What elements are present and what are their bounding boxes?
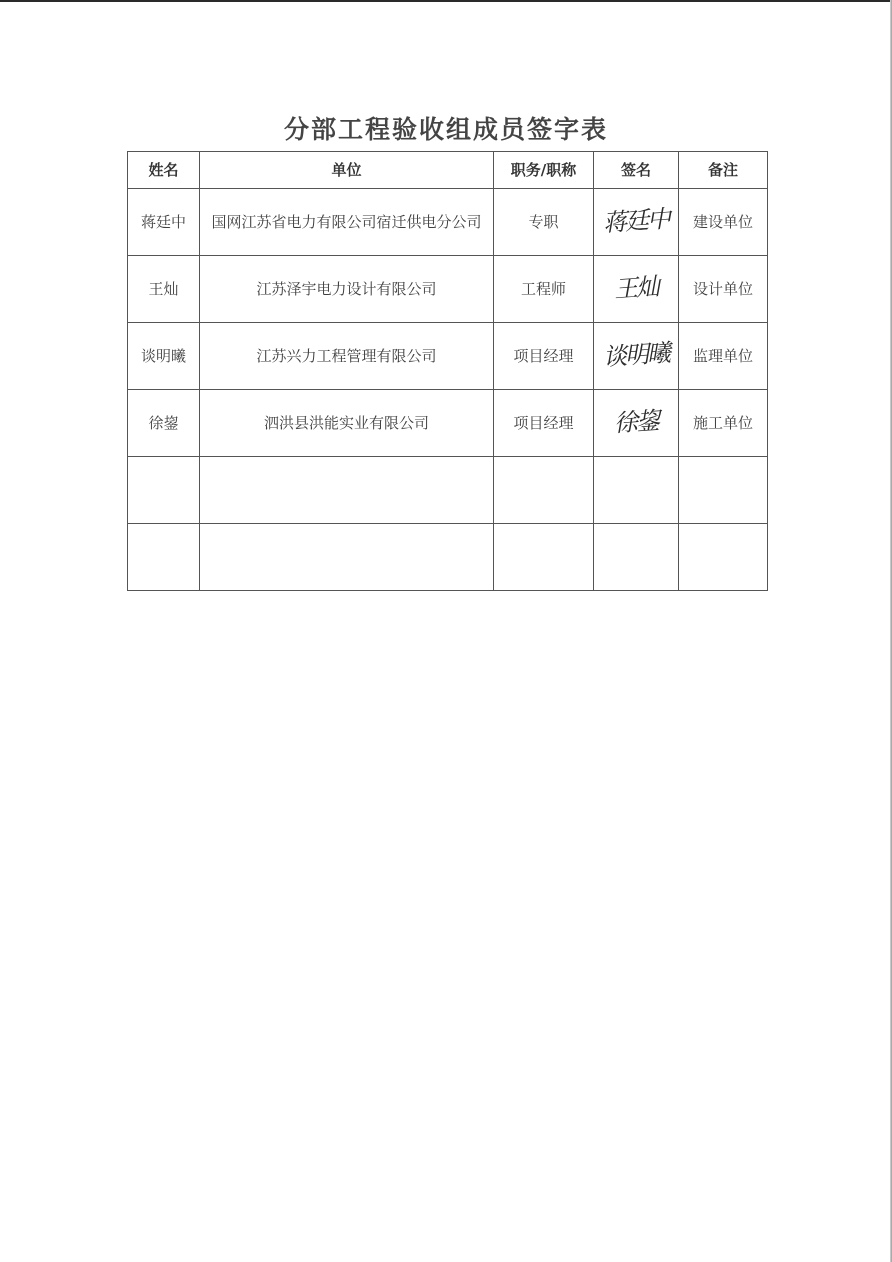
cell-remark: 设计单位 (679, 256, 768, 323)
cell-unit: 国网江苏省电力有限公司宿迁供电分公司 (200, 189, 494, 256)
cell-remark: 施工单位 (679, 390, 768, 457)
table-row (128, 457, 768, 524)
cell-unit (200, 457, 494, 524)
page-title: 分部工程验收组成员签字表 (283, 115, 608, 144)
cell-signature (594, 189, 679, 256)
cell-signature (594, 457, 679, 524)
cell-position: 工程师 (494, 256, 594, 323)
cell-name (128, 524, 200, 591)
cell-name: 蒋廷中 (128, 189, 200, 256)
cell-remark: 监理单位 (679, 323, 768, 390)
header-remark: 备注 (679, 152, 768, 189)
table-row (128, 524, 768, 591)
header-unit: 单位 (200, 152, 494, 189)
cell-name: 徐鋆 (128, 390, 200, 457)
handwritten-signature: 王灿 (613, 271, 659, 304)
cell-signature (594, 524, 679, 591)
cell-remark (679, 524, 768, 591)
header-name: 姓名 (128, 152, 200, 189)
cell-unit: 江苏兴力工程管理有限公司 (200, 323, 494, 390)
cell-name: 谈明曦 (128, 323, 200, 390)
cell-position: 项目经理 (494, 390, 594, 457)
table-row (128, 323, 768, 390)
table-row (128, 256, 768, 323)
cell-position: 专职 (494, 189, 594, 256)
cell-position (494, 524, 594, 591)
cell-position (494, 457, 594, 524)
table-row (128, 189, 768, 256)
cell-name (128, 457, 200, 524)
scan-edge-top (0, 0, 892, 2)
cell-unit: 泗洪县洪能实业有限公司 (200, 390, 494, 457)
cell-position: 项目经理 (494, 323, 594, 390)
cell-remark (679, 457, 768, 524)
cell-name: 王灿 (128, 256, 200, 323)
signature-table (127, 151, 768, 591)
cell-unit: 江苏泽宇电力设计有限公司 (200, 256, 494, 323)
cell-signature (594, 323, 679, 390)
handwritten-signature: 蒋廷中 (602, 204, 670, 237)
cell-signature (594, 390, 679, 457)
table-header-row (128, 152, 768, 189)
handwritten-signature: 徐鋆 (613, 405, 659, 438)
cell-remark: 建设单位 (679, 189, 768, 256)
cell-unit (200, 524, 494, 591)
header-position: 职务/职称 (494, 152, 594, 189)
header-signature: 签名 (594, 152, 679, 189)
table-row (128, 390, 768, 457)
cell-signature (594, 256, 679, 323)
handwritten-signature: 谈明曦 (602, 338, 670, 371)
